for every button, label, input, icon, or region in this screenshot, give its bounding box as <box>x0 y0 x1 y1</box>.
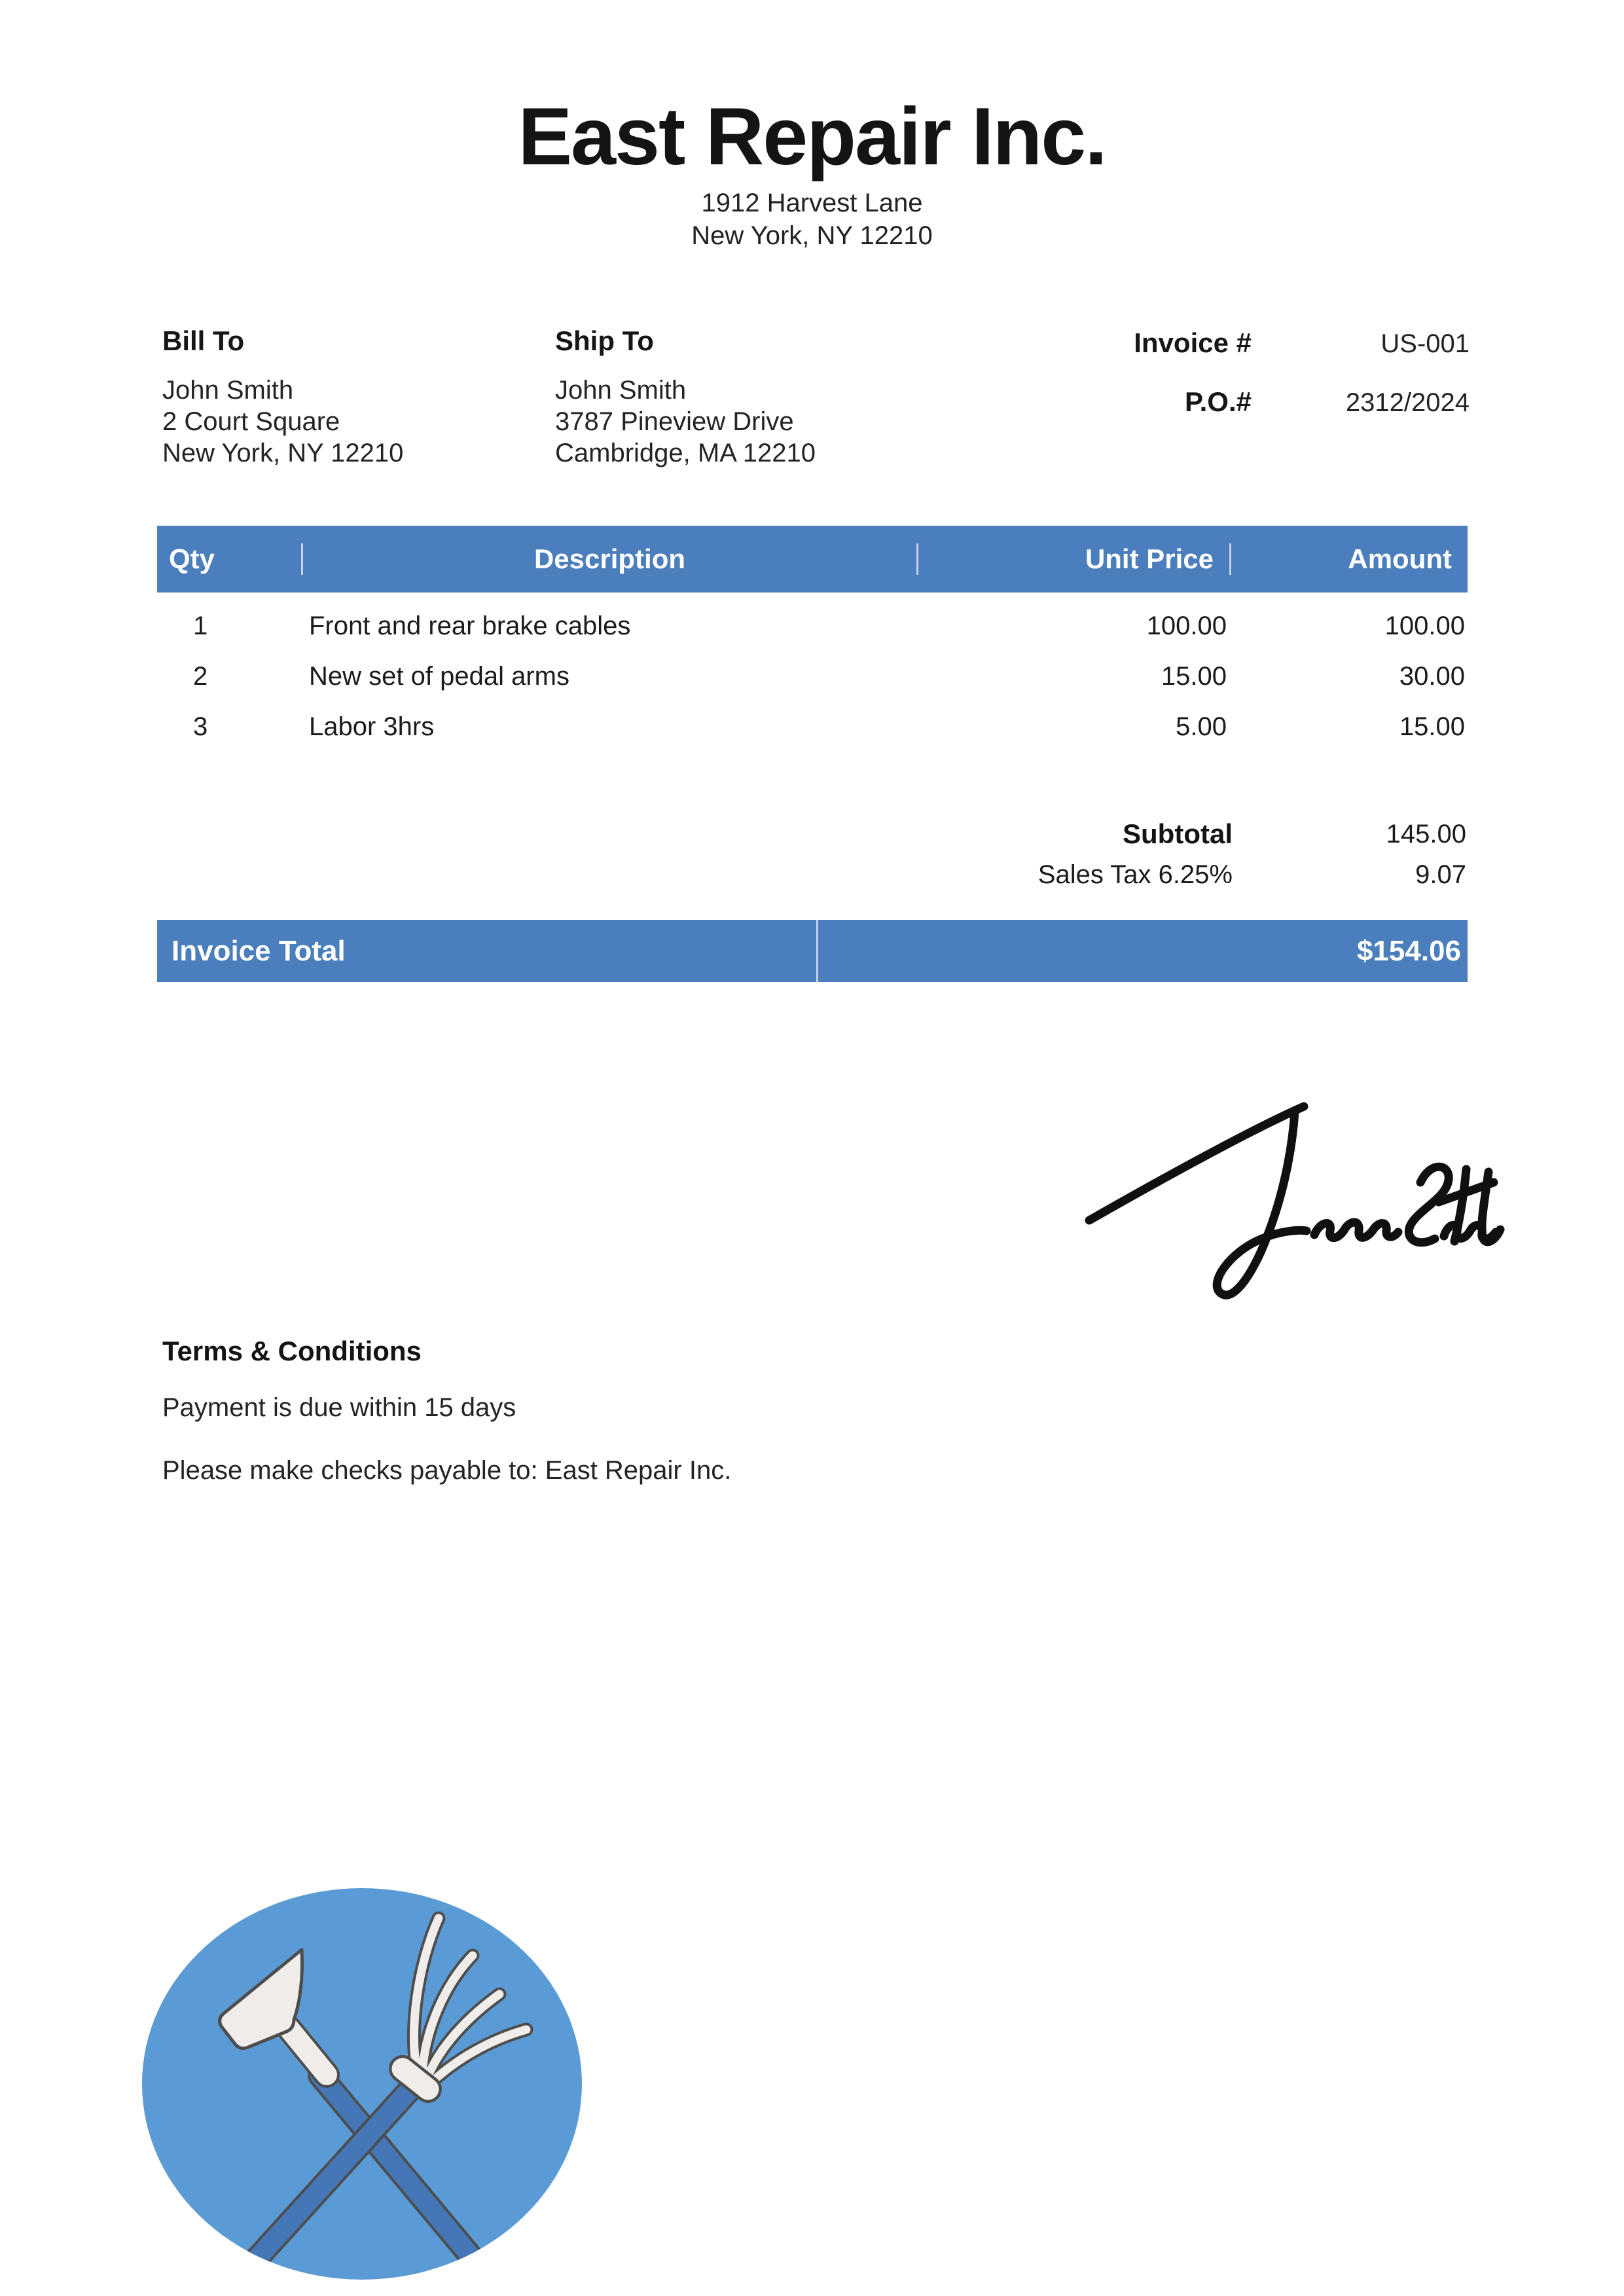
subtotal-value: 145.00 <box>1386 819 1466 848</box>
terms-line-payment: Payment is due within 15 days <box>162 1393 516 1422</box>
cell-amount: 30.00 <box>1399 662 1465 691</box>
invoice-number-value: US-001 <box>1380 329 1470 358</box>
cell-description: Labor 3hrs <box>309 712 435 741</box>
logo-circle <box>142 1888 582 2280</box>
bill-to-name: John Smith <box>162 376 294 405</box>
header-description: Description <box>301 543 916 575</box>
signature-flourish <box>1089 1106 1304 1220</box>
table-row <box>157 601 1468 651</box>
ship-to-street: 3787 Pineview Drive <box>555 407 794 436</box>
cell-amount: 15.00 <box>1399 712 1465 741</box>
header-unit-price: Unit Price <box>916 543 1229 575</box>
invoice-meta <box>949 327 1470 445</box>
invoice-number-row <box>949 327 1470 360</box>
ship-to-address <box>555 374 816 469</box>
terms-heading: Terms & Conditions <box>162 1336 422 1366</box>
cell-qty: 2 <box>193 662 208 691</box>
header-amount: Amount <box>1229 543 1468 575</box>
ship-to-city: Cambridge, MA 12210 <box>555 439 816 467</box>
subtotal-label: Subtotal <box>1123 818 1233 849</box>
company-address-line1: 1912 Harvest Lane <box>701 189 923 217</box>
ship-to-name: John Smith <box>555 376 687 405</box>
cell-unit-price: 5.00 <box>1176 712 1227 741</box>
table-body <box>157 592 1468 752</box>
fork-collar <box>403 2069 428 2089</box>
bill-to-street: 2 Court Square <box>162 407 340 436</box>
cell-description: Front and rear brake cables <box>309 611 631 640</box>
subtotal-row <box>157 814 1468 854</box>
company-logo-garden-tools <box>142 1888 582 2280</box>
bill-to-city: New York, NY 12210 <box>162 439 404 467</box>
po-number-value: 2312/2024 <box>1345 388 1470 417</box>
invoice-total-value: $154.06 <box>1356 934 1461 967</box>
table-header-row <box>157 526 1468 592</box>
signature-ohn <box>1314 1222 1398 1238</box>
bill-to-address <box>162 374 403 469</box>
cell-amount: 100.00 <box>1384 611 1465 640</box>
terms-line-checks: Please make checks payable to: East Repair Inc. <box>162 1456 732 1485</box>
company-address-line2: New York, NY 12210 <box>691 221 933 250</box>
invoice-total-label: Invoice Total <box>157 920 818 982</box>
po-number-row <box>949 386 1470 419</box>
sales-tax-row <box>157 854 1468 895</box>
sales-tax-value: 9.07 <box>1415 860 1466 889</box>
ship-to-heading: Ship To <box>555 325 654 356</box>
header-qty: Qty <box>169 543 215 574</box>
line-items-table <box>157 526 1468 752</box>
table-row <box>157 702 1468 752</box>
company-name: East Repair Inc. <box>518 92 1106 182</box>
totals-section <box>157 814 1468 895</box>
cell-unit-price: 100.00 <box>1146 611 1227 640</box>
invoice-number-label: Invoice # <box>1134 327 1252 358</box>
table-row <box>157 651 1468 702</box>
po-number-label: P.O.# <box>1185 386 1252 417</box>
sales-tax-label: Sales Tax 6.25% <box>1038 860 1233 889</box>
cell-qty: 1 <box>193 611 208 640</box>
signature-john-smith <box>1074 1074 1506 1322</box>
signature-t-stem <box>1454 1169 1466 1241</box>
cell-qty: 3 <box>193 712 208 741</box>
bill-to-heading: Bill To <box>162 325 245 356</box>
invoice-total-bar <box>157 920 1468 982</box>
cell-unit-price: 15.00 <box>1161 662 1227 691</box>
cell-description: New set of pedal arms <box>309 662 569 691</box>
